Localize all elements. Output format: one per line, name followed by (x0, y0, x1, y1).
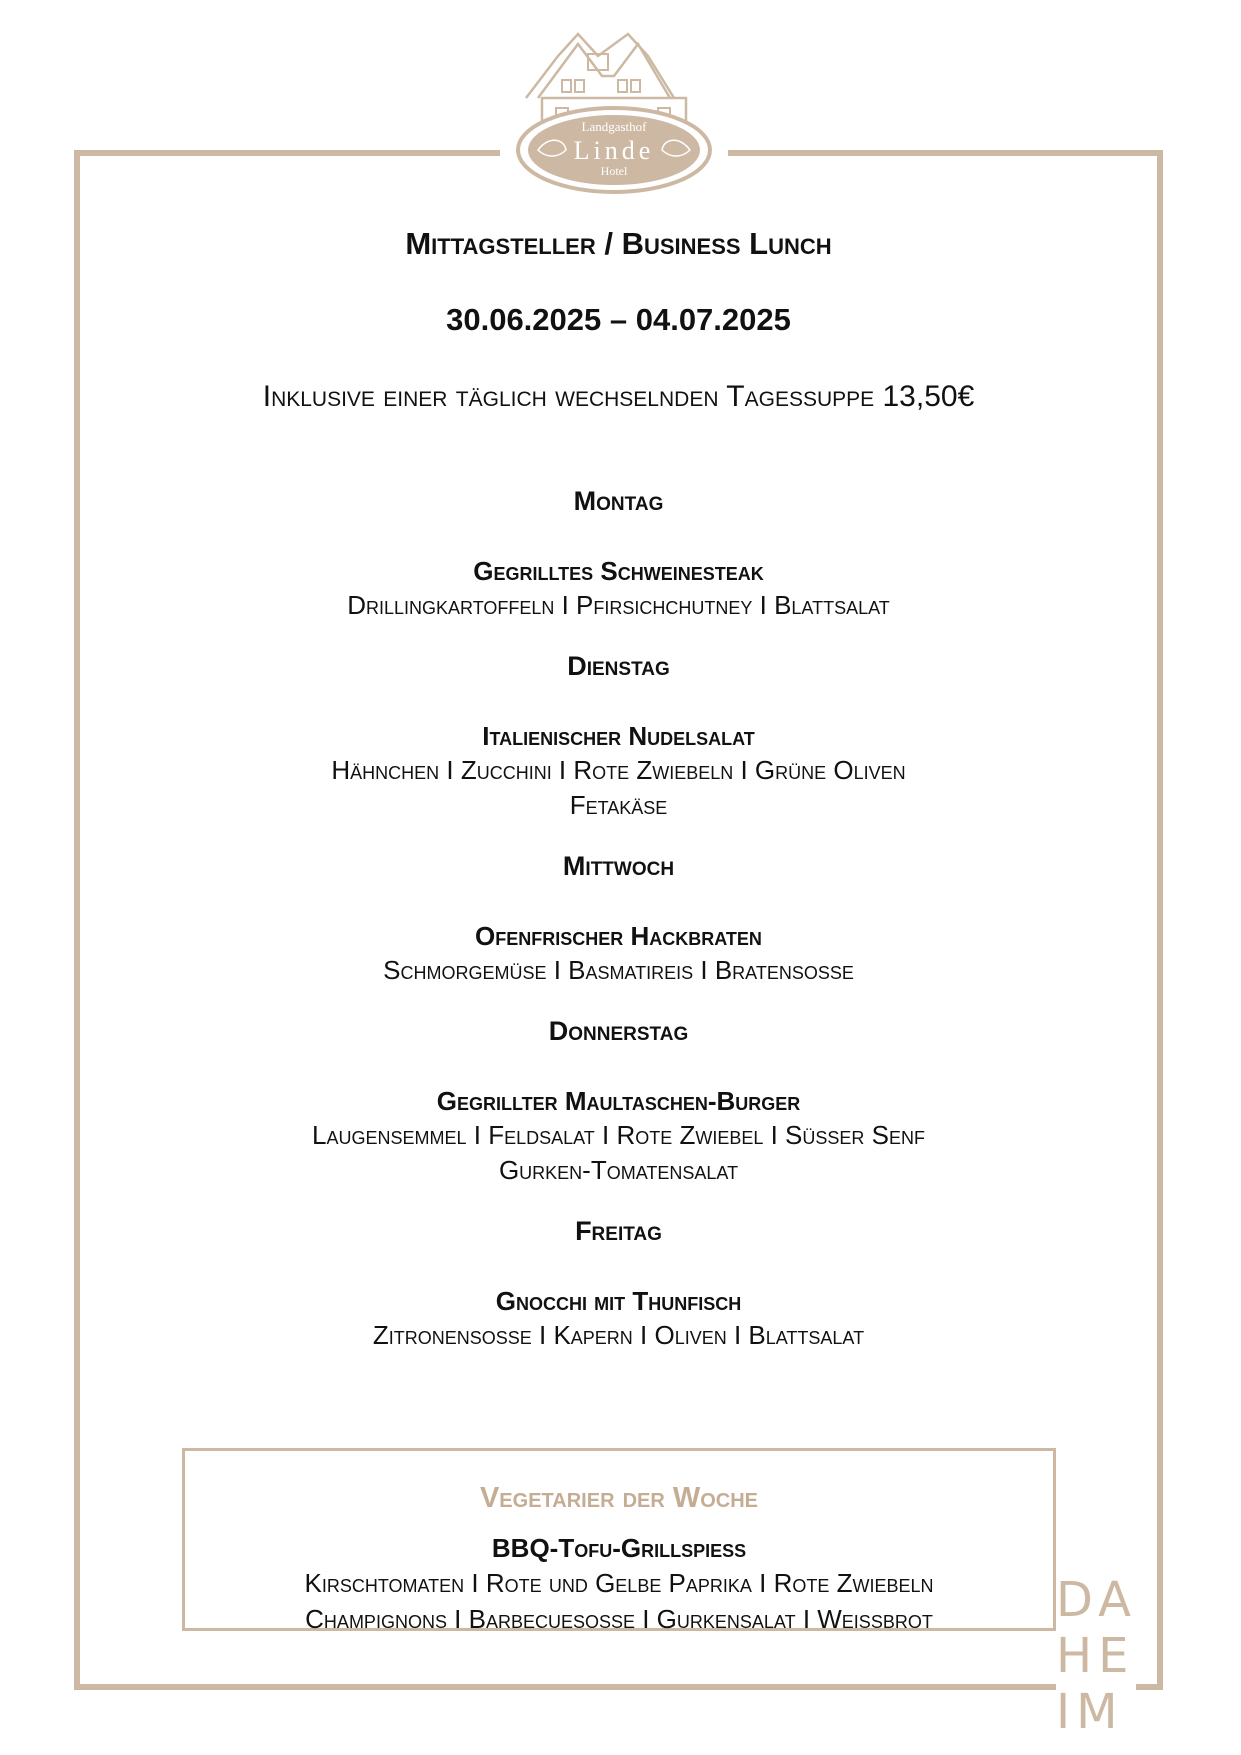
day-name: Dienstag (567, 651, 670, 681)
dish-sides: Fetakäse (569, 790, 668, 820)
day-monday (74, 484, 1163, 623)
day-wednesday (74, 849, 1163, 988)
dish-sides: Zitronensoße I Kapern I Oliven I Blattsalat (372, 1320, 865, 1350)
vegetarian-dish: BBQ-Tofu-Grillspieß (491, 1533, 747, 1563)
day-name: Montag (573, 486, 664, 516)
day-tuesday (74, 649, 1163, 823)
daheim-watermark (1056, 1572, 1136, 1742)
vegetarian-sides: Kirschtomaten I Rote und Gelbe Paprika I Rote Zwiebeln (304, 1568, 934, 1598)
dish-name: Gnocchi mit Thunfisch (495, 1286, 742, 1316)
dish-sides: Laugensemmel I Feldsalat I Rote Zwiebel I Süßer Senf (312, 1120, 925, 1150)
weekday-list (74, 484, 1163, 1379)
logo-line-1: Landgasthof (581, 119, 647, 134)
menu-dates: 30.06.2025 – 04.07.2025 (446, 302, 791, 337)
dish-name: Italienischer Nudelsalat (482, 721, 755, 751)
dish-sides: Schmorgemüse I Basmatireis I Bratensoße (383, 955, 854, 985)
day-name: Mittwoch (562, 851, 675, 881)
logo-line-3: Hotel (600, 164, 628, 178)
dish-name: Ofenfrischer Hackbraten (475, 921, 762, 951)
watermark-line: IM (1056, 1684, 1124, 1740)
day-friday (74, 1214, 1163, 1353)
watermark-line: DA (1056, 1572, 1137, 1628)
day-thursday (74, 1014, 1163, 1188)
watermark-line: HE (1056, 1628, 1135, 1684)
vegetarian-box (182, 1448, 1056, 1634)
landgasthof-linde-logo (498, 28, 730, 213)
dish-name: Gegrillter Maultaschen-Burger (436, 1086, 801, 1116)
day-name: Freitag (575, 1216, 662, 1246)
dish-name: Gegrilltes Schweinesteak (473, 556, 764, 586)
day-name: Donnerstag (548, 1016, 689, 1046)
logo-line-2: Linde (573, 136, 655, 165)
menu-title: Mittagsteller / Business Lunch (405, 226, 832, 261)
vegetarian-sides: Champignons I Barbecuesoße I Gurkensalat I Weißbrot (305, 1604, 933, 1634)
vegetarian-title: Vegetarier der Woche (479, 1482, 759, 1514)
menu-inclusive-note: Inklusive einer täglich wechselnden Tagessuppe 13,50€ (262, 380, 975, 413)
dish-sides: Gurken-Tomatensalat (498, 1155, 739, 1185)
dish-sides: Hähnchen I Zucchini I Rote Zwiebeln I Grüne Oliven (331, 755, 906, 785)
dish-sides: Drillingkartoffeln I Pfirsichchutney I Blattsalat (347, 590, 890, 620)
